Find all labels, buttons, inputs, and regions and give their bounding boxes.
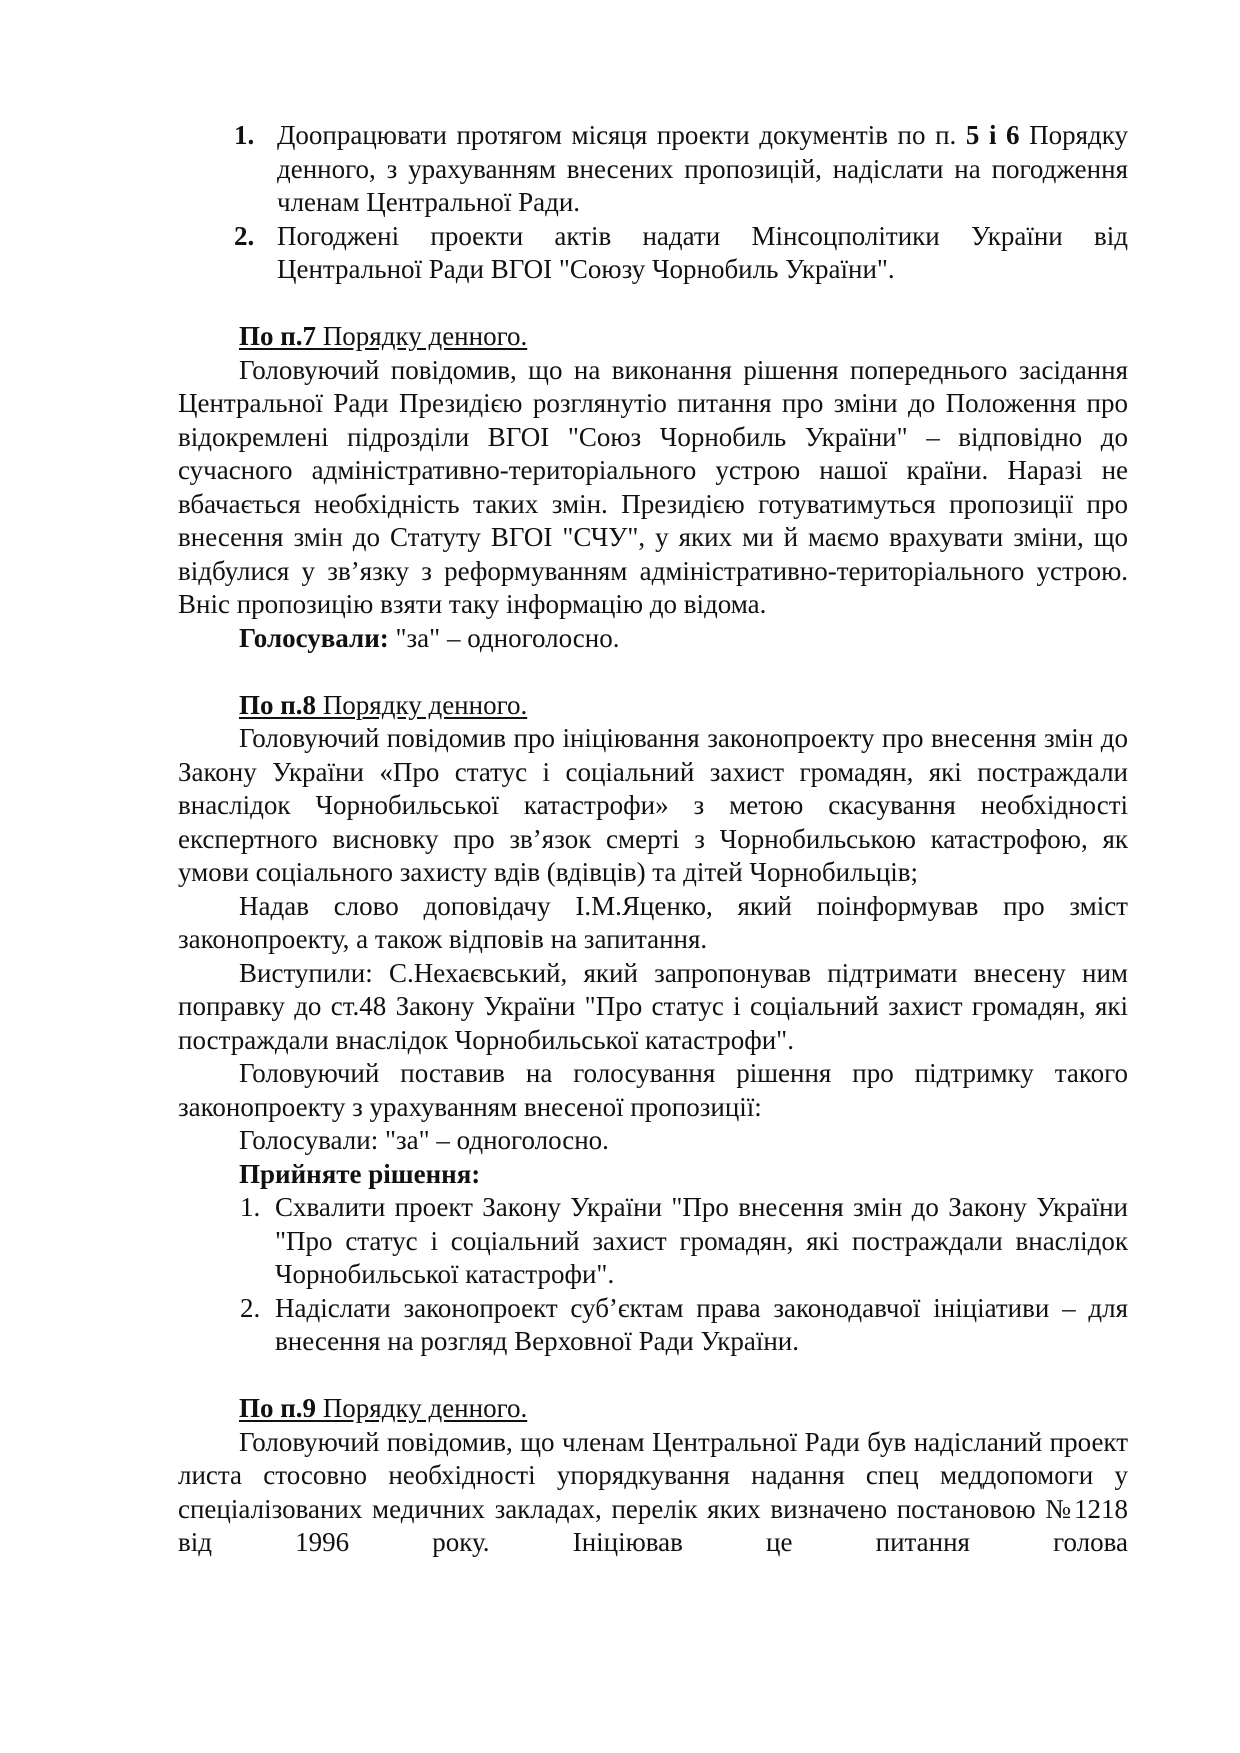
section-8-paragraph-2: Надав слово доповідачу І.М.Яценко, який поінформував про зміст законопроекту, а також відповів на запитання. — [178, 890, 1128, 954]
section-7-paragraph: Головуючий повідомив, що на виконання рішення попереднього засідання Центральної Ради Президією розглянутіо питання про зміни до Положення про відокремлені підрозділи ВГОІ "Союз Чорнобиль України" – відповідно до сучасного адміністративно-територіального устрою нашої країни. Наразі не вбачається необхідність таких змін. Президією готуватимуться пропозиції про внесення змін до Статуту ВГОІ "СЧУ", у яких ми й маємо врахувати зміни, що відбулися у зв’язку з реформуванням адміністративно-територіального устрою. Вніс пропозицію взяти таку інформацію до відома. — [178, 354, 1128, 619]
list-text: Надіслати законопроект суб’єктам права законодавчої ініціативи – для внесення на розгляд Верховної Ради України. — [275, 1292, 1128, 1356]
section-8-decision-heading: Прийняте рішення: — [239, 1158, 481, 1189]
list-number: 2. — [234, 220, 255, 251]
list-text: Погоджені проекти актів надати Мінсоцполітики України від Центральної Ради ВГОІ "Союзу Чорнобиль України". — [277, 220, 1128, 284]
section-8-paragraph-3: Виступили: С.Нехаєвський, який запропонував підтримати внесену ним поправку до ст.48 Закону України "Про статус і соціальний захист громадян, які постраждали внаслідок Чорнобильської катастрофи". — [178, 957, 1128, 1055]
list-text-bold: 5 і 6 — [965, 120, 1020, 150]
list-number: 1. — [240, 1192, 261, 1222]
section-8-title — [178, 689, 1128, 723]
section-7-vote — [178, 622, 1128, 656]
list-item — [178, 1292, 1128, 1359]
document-page — [178, 119, 1128, 1560]
section-8-decision-list — [178, 1191, 1128, 1359]
vote-text: "за" – одноголосно. — [388, 622, 620, 653]
section-7-title — [178, 320, 1128, 354]
section-title-rest: Порядку денного. — [316, 321, 528, 351]
list-text: Схвалити проект Закону України "Про внесення змін до Закону України "Про статус і соціальний захист громадян, які постраждали внаслідок Чорнобильської катастрофи". — [275, 1192, 1128, 1289]
section-title-bold: По п.8 — [239, 689, 317, 720]
section-8-vote: Голосували: "за" – одноголосно. — [239, 1125, 609, 1155]
section-title-bold: По п.7 — [239, 321, 317, 351]
section-title-bold: По п.9 — [239, 1393, 317, 1423]
vote-label: Голосували: — [239, 622, 389, 653]
list-item — [178, 119, 1128, 220]
section-8-paragraph-4: Головуючий поставив на голосування рішення про підтримку такого законопроекту з урахуванням внесеної пропозиції: — [178, 1058, 1128, 1122]
section-title-rest: Порядку денного. — [316, 1393, 528, 1423]
top-decision-list — [178, 119, 1128, 287]
section-8-paragraph-1: Головуючий повідомив про ініціювання законопроекту про внесення змін до Закону України «Про статус і соціальний захист громадян, які постраждали внаслідок Чорнобильської катастрофи» з метою скасування необхідності експертного висновку про зв’язок смерті з Чорнобильською катастрофою, як умови соціального захисту вдів (вдівців) та дітей Чорнобильців; — [178, 723, 1128, 887]
list-number: 1. — [234, 120, 255, 150]
list-item — [178, 1191, 1128, 1292]
list-number: 2. — [240, 1292, 261, 1323]
section-9-paragraph: Головуючий повідомив, що членам Центральної Ради був надісланий проект листа стосовно необхідності упорядкування надання спец меддопомоги у спеціалізованих медичних закладах, перелік яких визначено постановою №1218 від 1996 року. Ініціював це питання голова — [178, 1426, 1128, 1557]
section-9-title — [178, 1392, 1128, 1426]
list-text: Доопрацювати протягом місяця проекти документів по п. — [277, 120, 966, 150]
section-title-rest: Порядку денного. — [316, 689, 528, 720]
list-item — [178, 220, 1128, 287]
list-text: Порядку денного, з урахуванням внесених пропозицій, надіслати на погодження членам Центральної Ради. — [277, 120, 1129, 217]
